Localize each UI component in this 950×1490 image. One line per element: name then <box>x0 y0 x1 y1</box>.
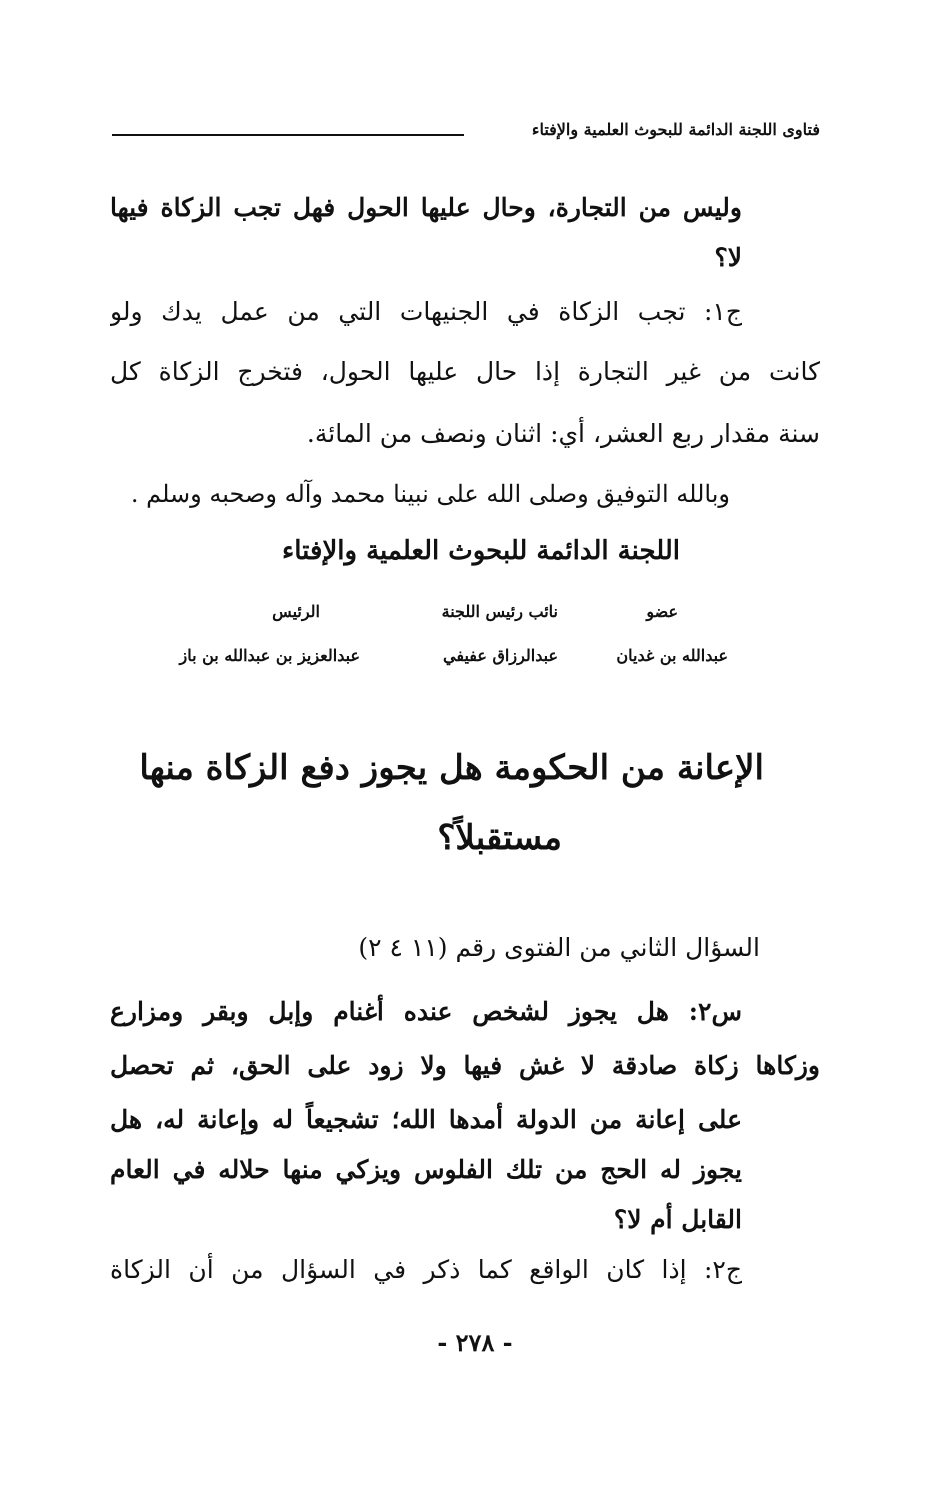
question2-line-2: وزكاها زكاة صادقة لا غش فيها ولا زود على الحق، ثم تحصل <box>110 1051 820 1080</box>
section-title-line-2: مستقبلاً؟ <box>437 818 562 858</box>
question2-line-5: القابل أم لا؟ <box>613 1205 742 1234</box>
question1-line-1: وليس من التجارة، وحال عليها الحول فهل تجب الزكاة فيها <box>110 193 742 222</box>
answer1-line-3: سنة مقدار ربع العشر، أي: اثنان ونصف من المائة. <box>306 419 820 448</box>
section-title-line-1: الإعانة من الحكومة هل يجوز دفع الزكاة منها <box>139 748 764 788</box>
question2-line-4: يجوز له الحج من تلك الفلوس ويزكي منها حلاله في العام <box>110 1155 742 1184</box>
header-rule <box>112 134 464 136</box>
question2-line-3: على إعانة من الدولة أمدها الله؛ تشجيعاً له وإعانة له، هل <box>110 1105 742 1134</box>
member-role-3: الرئيس <box>272 602 320 621</box>
member-name-2: عبدالرزاق عفيفي <box>443 646 558 665</box>
member-name-3: عبدالعزيز بن عبدالله بن باز <box>179 646 360 665</box>
committee-title: اللجنة الدائمة للبحوث العلمية والإفتاء <box>282 536 680 566</box>
page-number: - ٢٧٨ - <box>437 1328 513 1357</box>
member-role-2: نائب رئيس اللجنة <box>441 602 558 621</box>
answer1-line-2: كانت من غير التجارة إذا حال عليها الحول، فتخرج الزكاة كل <box>110 357 820 386</box>
member-role-1: عضو <box>646 602 678 621</box>
question1-line-2: لا؟ <box>714 243 742 272</box>
fatwa-reference: السؤال الثاني من الفتوى رقم (١١ ٤ ٢) <box>358 933 760 962</box>
answer2-line-1: ج٢: إذا كان الواقع كما ذكر في السؤال من أن الزكاة <box>110 1255 742 1284</box>
running-header-title: فتاوى اللجنة الدائمة للبحوث العلمية والإفتاء <box>531 120 820 139</box>
answer1-line-1: ج١: تجب الزكاة في الجنيهات التي من عمل يدك ولو <box>110 297 742 326</box>
question2-line-1: س٢: هل يجوز لشخص عنده أغنام وإبل وبقر ومزارع <box>110 997 742 1026</box>
answer1-closing: وبالله التوفيق وصلى الله على نبينا محمد وآله وصحبه وسلم . <box>130 480 730 508</box>
member-name-1: عبدالله بن غديان <box>616 646 728 665</box>
